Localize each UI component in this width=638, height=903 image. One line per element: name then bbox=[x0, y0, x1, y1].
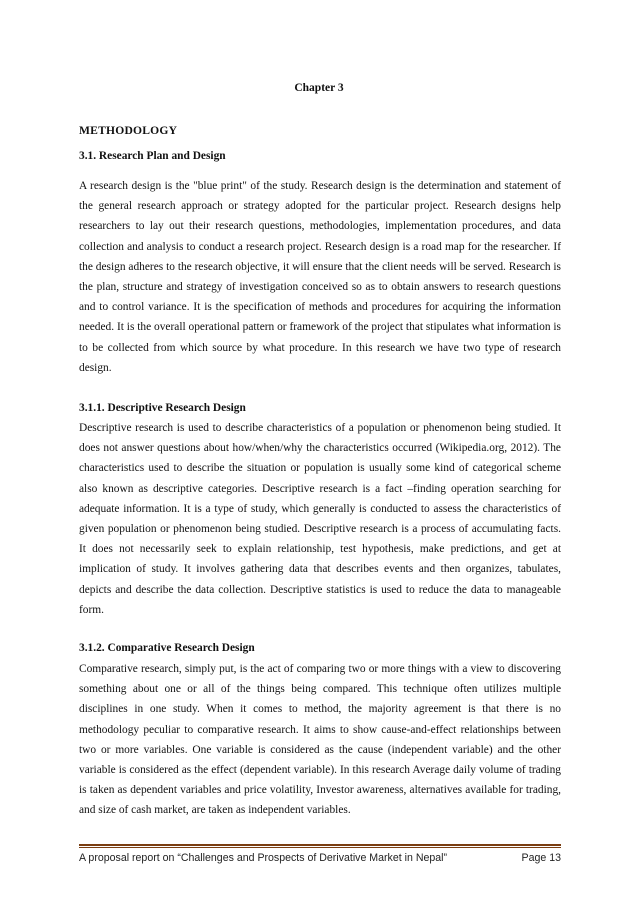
heading-descriptive-research: 3.1.1. Descriptive Research Design bbox=[79, 402, 246, 414]
heading-research-plan-design: 3.1. Research Plan and Design bbox=[79, 150, 226, 162]
section-3-1-body bbox=[79, 176, 561, 378]
paragraph-research-design: A research design is the "blue print" of the study. Research design is the determination and statement of the general research approach or strategy adopted for the particular project. Research designs help researchers to lay out their research questions, methodologies, implementation procedures, and data collection and analysis to conduct a research project. Research design is a road map for the researcher. If the design adheres to the research objective, it will ensure that the client needs will be served. Research is the plan, structure and strategy of investigation conceived so as to obtain answers to research questions and to control variance. It is the specification of methods and procedures for acquiring the information needed. It is the overall operational pattern or framework of the project that stipulates what information is to be collected from which source by what procedure. In this research we have two type of research design. bbox=[79, 180, 561, 374]
chapter-label: Chapter 3 bbox=[294, 82, 344, 94]
footer-divider-thin bbox=[79, 847, 561, 848]
footer-divider bbox=[79, 844, 561, 846]
footer-page-number: Page 13 bbox=[521, 852, 561, 864]
paragraph-comparative-research: Comparative research, simply put, is the act of comparing two or more things with a view to discovering something about one or all of the things being compared. This technique often utilizes multiple disciplines in one study. When it comes to method, the majority agreement is that there is no methodology peculiar to comparative research. It aims to show cause-and-effect relationships between two or more variables. One variable is considered as the cause (independent variable) and the other variable is considered as the effect (dependent variable). In this research Average daily volume of trading is taken as dependent variables and price volatility, Investor awareness, alternatives available for trading, and size of cash market, are taken as independent variables. bbox=[79, 663, 561, 817]
section-3-1-2-body bbox=[79, 659, 561, 821]
footer-report-title: A proposal report on “Challenges and Prospects of Derivative Market in Nepal” bbox=[79, 852, 448, 864]
paragraph-descriptive-research: Descriptive research is used to describe characteristics of a population or phenomenon being studied. It does not answer questions about how/when/why the characteristics occurred (Wikipedia.org, 2012). The characteristics used to describe the situation or population is usually some kind of categorical scheme also known as descriptive categories. Descriptive research is a fact –finding operation searching for adequate information. It is a type of study, which generally is conducted to assess the characteristics of given population or phenomenon being studied. Descriptive research is a process of accumulating facts. It does not necessarily seek to explain relationship, test hypothesis, make predictions, and get at implication of study. It involves gathering data that describes events and then organizes, tabulates, depicts and describe the data collection. Descriptive statistics is used to reduce the data to manageable form. bbox=[79, 422, 561, 616]
section-3-1-1-body bbox=[79, 418, 561, 620]
heading-comparative-research: 3.1.2. Comparative Research Design bbox=[79, 642, 255, 654]
section-title: METHODOLOGY bbox=[79, 124, 178, 137]
